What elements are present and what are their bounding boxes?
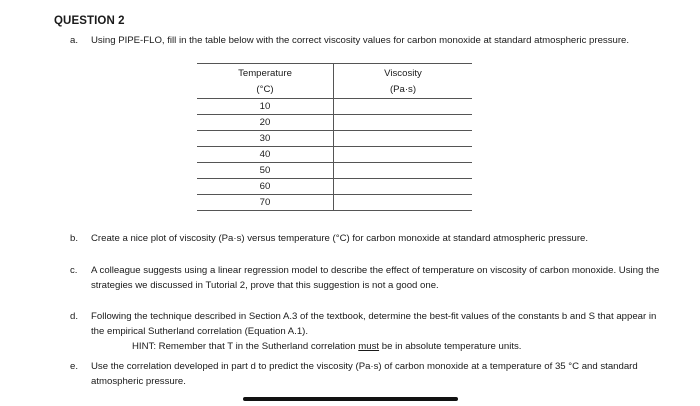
table-row xyxy=(197,99,472,115)
part-letter: b. xyxy=(70,233,79,244)
temperature-cell: 70 xyxy=(197,195,334,211)
viscosity-header: Viscosity xyxy=(334,64,473,83)
table-row xyxy=(197,163,472,179)
part-text: Using PIPE-FLO, fill in the table below with the correct viscosity values for carbon monoxide at standard atmospheric pressure. xyxy=(91,35,630,46)
part-letter: d. xyxy=(70,311,79,322)
question-part-a xyxy=(70,33,670,48)
part-letter: e. xyxy=(70,361,79,372)
viscosity-cell[interactable] xyxy=(334,115,473,131)
hint-prefix: HINT: Remember that T in the Sutherland correlation xyxy=(132,341,359,352)
table-unit-row xyxy=(197,82,472,99)
temperature-cell: 60 xyxy=(197,179,334,195)
viscosity-cell[interactable] xyxy=(334,99,473,115)
viscosity-cell[interactable] xyxy=(334,131,473,147)
hint-emphasis: must xyxy=(358,341,380,352)
home-indicator-bar[interactable] xyxy=(243,397,458,401)
viscosity-unit: (Pa·s) xyxy=(334,82,473,99)
temperature-cell: 20 xyxy=(197,115,334,131)
viscosity-cell[interactable] xyxy=(334,163,473,179)
table-header-row xyxy=(197,64,472,83)
viscosity-cell[interactable] xyxy=(334,195,473,211)
part-letter: c. xyxy=(70,265,78,276)
temperature-cell: 40 xyxy=(197,147,334,163)
part-text-block xyxy=(91,309,670,354)
temperature-header: Temperature xyxy=(197,64,334,83)
table-row xyxy=(197,115,472,131)
table-row xyxy=(197,179,472,195)
viscosity-cell[interactable] xyxy=(334,179,473,195)
question-part-d xyxy=(70,309,670,354)
hint-suffix: be in absolute temperature units. xyxy=(379,341,522,352)
table-row xyxy=(197,147,472,163)
question-title: QUESTION 2 xyxy=(54,15,125,27)
part-text: Following the technique described in Section A.3 of the textbook, determine the best-fit values of the constants b and S that appear in the empirical Sutherland correlation (Equation A.1). xyxy=(91,311,657,337)
part-letter: a. xyxy=(70,35,79,46)
table-row xyxy=(197,195,472,211)
temperature-unit: (°C) xyxy=(197,82,334,99)
viscosity-cell[interactable] xyxy=(334,147,473,163)
table-row xyxy=(197,131,472,147)
part-text: Use the correlation developed in part d to predict the viscosity (Pa·s) of carbon monoxide at a temperature of 35 °C and standard atmospheric pressure. xyxy=(91,361,638,387)
part-text: A colleague suggests using a linear regression model to describe the effect of temperature on viscosity of carbon monoxide. Using the strategies we discussed in Tutorial 2, prove that this suggestion is not a good one. xyxy=(91,265,660,291)
part-text: Create a nice plot of viscosity (Pa·s) versus temperature (°C) for carbon monoxide at standard atmospheric pressure. xyxy=(91,233,589,244)
viscosity-table xyxy=(197,63,472,211)
question-part-b xyxy=(70,231,670,246)
question-part-e xyxy=(70,359,670,389)
temperature-cell: 10 xyxy=(197,99,334,115)
question-part-c xyxy=(70,263,670,293)
temperature-cell: 50 xyxy=(197,163,334,179)
hint-text xyxy=(91,339,670,354)
temperature-cell: 30 xyxy=(197,131,334,147)
